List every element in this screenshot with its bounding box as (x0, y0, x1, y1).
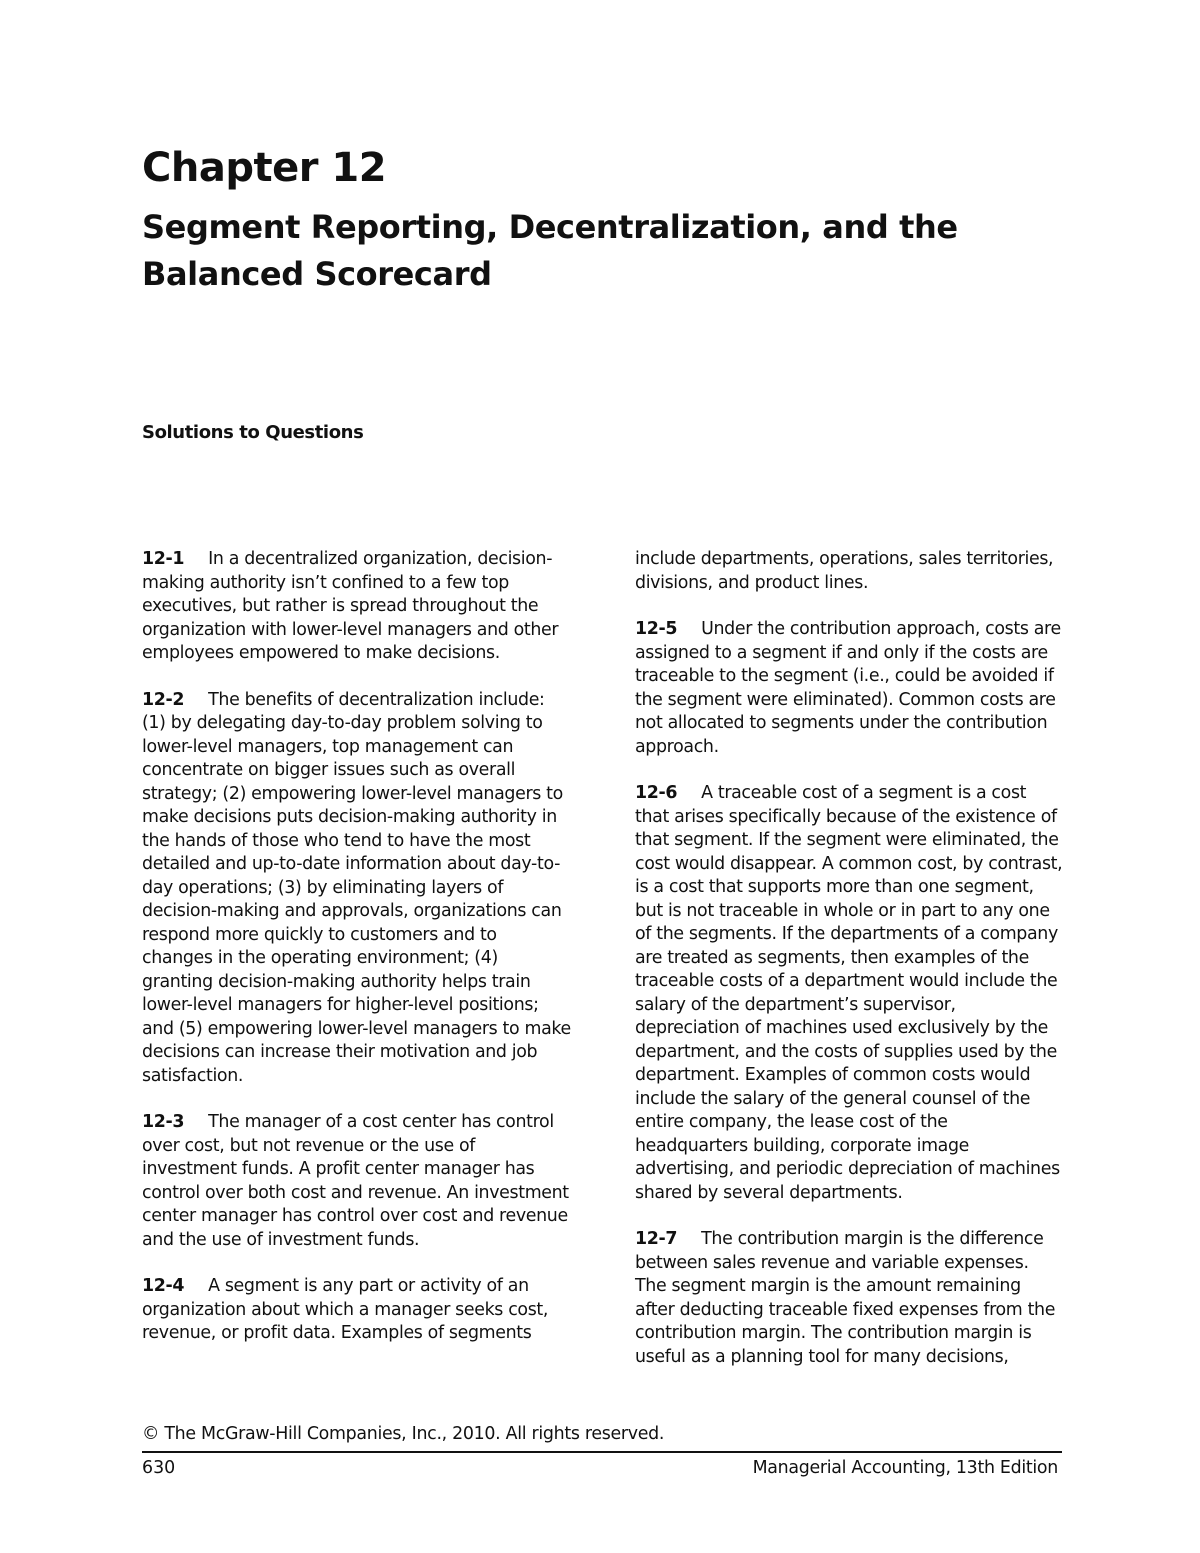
question-12-7 (635, 1228, 1065, 1369)
question-12-6 (635, 782, 1065, 1205)
chapter-number: Chapter 12 (142, 145, 387, 191)
chapter-title-line2: Balanced Scorecard (142, 255, 492, 293)
question-text: The contribution margin is the difference between sales revenue and variable expenses. The segment margin is the amount remaining after deducting traceable fixed expenses from the contribution margin. The contribution margin is useful as a planning tool for many decisions, (635, 1229, 1056, 1367)
question-12-3 (142, 1111, 572, 1252)
question-number: 12-3 (142, 1112, 185, 1132)
question-text: Under the contribution approach, costs are assigned to a segment if and only if the costs are traceable to the segment (i.e., could be avoided if the segment were eliminated). Common costs are not allocated to segments under the contribution approach. (635, 619, 1061, 757)
question-12-1 (142, 548, 572, 666)
question-number: 12-2 (142, 689, 185, 710)
chapter-title-line1: Segment Reporting, Decentralization, and the (142, 208, 958, 246)
question-12-4-continuation: include departments, operations, sales territories, divisions, and product lines. (635, 549, 1054, 593)
question-12-2 (142, 689, 572, 1089)
footer-divider (142, 1451, 1062, 1453)
question-number: 12-1 (142, 549, 185, 569)
left-column (142, 548, 572, 1369)
question-text: The benefits of decentralization include: (1) by delegating day-to-day problem solving to lower-level managers, top management can concentrate on bigger issues such as overall strategy; (2) empowering lower-level managers to make decisions puts decision-making authority in the hands of those who tend to have the most detailed and up-to-date information about day-to-day operations; (3) by eliminating layers of decision-making and approvals, organizations can respond more quickly to customers and to changes in the operating environment; (4) granting decision-making authority helps train lower-level managers for higher-level positions; and (5) empowering lower-level managers to make decisions can increase their motivation and job satisfaction. (142, 689, 571, 1086)
question-text: The manager of a cost center has control over cost, but not revenue or the use of investment funds. A profit center manager has control over both cost and revenue. An investment center manager has control over cost and revenue and the use of investment funds. (142, 1112, 569, 1250)
question-number: 12-4 (142, 1276, 185, 1296)
question-text: A segment is any part or activity of an organization about which a manager seeks cost, revenue, or profit data. Examples of segments (142, 1276, 549, 1343)
chapter-title (142, 204, 1022, 298)
page-number: 630 (142, 1458, 176, 1478)
question-text: A traceable cost of a segment is a cost that arises specifically because of the existence of that segment. If the segment were eliminated, the cost would disappear. A common cost, by contrast, is a cost that supports more than one segment, but is not traceable in whole or in part to any one of the segments. If the departments of a company are treated as segments, then examples of the traceable costs of a department would include the salary of the department’s supervisor, depreciation of machines used exclusively by the department, and the costs of supplies used by the department. Examples of common costs would include the salary of the general counsel of the entire company, the lease cost of the headquarters building, corporate image advertising, and periodic depreciation of machines shared by several departments. (635, 783, 1063, 1203)
question-12-5 (635, 618, 1065, 759)
question-number: 12-7 (635, 1229, 678, 1249)
book-title: Managerial Accounting, 13th Edition (752, 1458, 1058, 1478)
question-text: In a decentralized organization, decision-making authority isn’t confined to a few top executives, but rather is spread throughout the organization with lower-level managers and other employees empowered to make decisions. (142, 549, 559, 663)
section-heading: Solutions to Questions (142, 422, 364, 443)
right-column (635, 548, 1065, 1392)
copyright-notice: © The McGraw-Hill Companies, Inc., 2010. All rights reserved. (142, 1424, 665, 1444)
question-12-4 (142, 1275, 572, 1346)
question-number: 12-5 (635, 619, 678, 639)
question-number: 12-6 (635, 783, 678, 803)
